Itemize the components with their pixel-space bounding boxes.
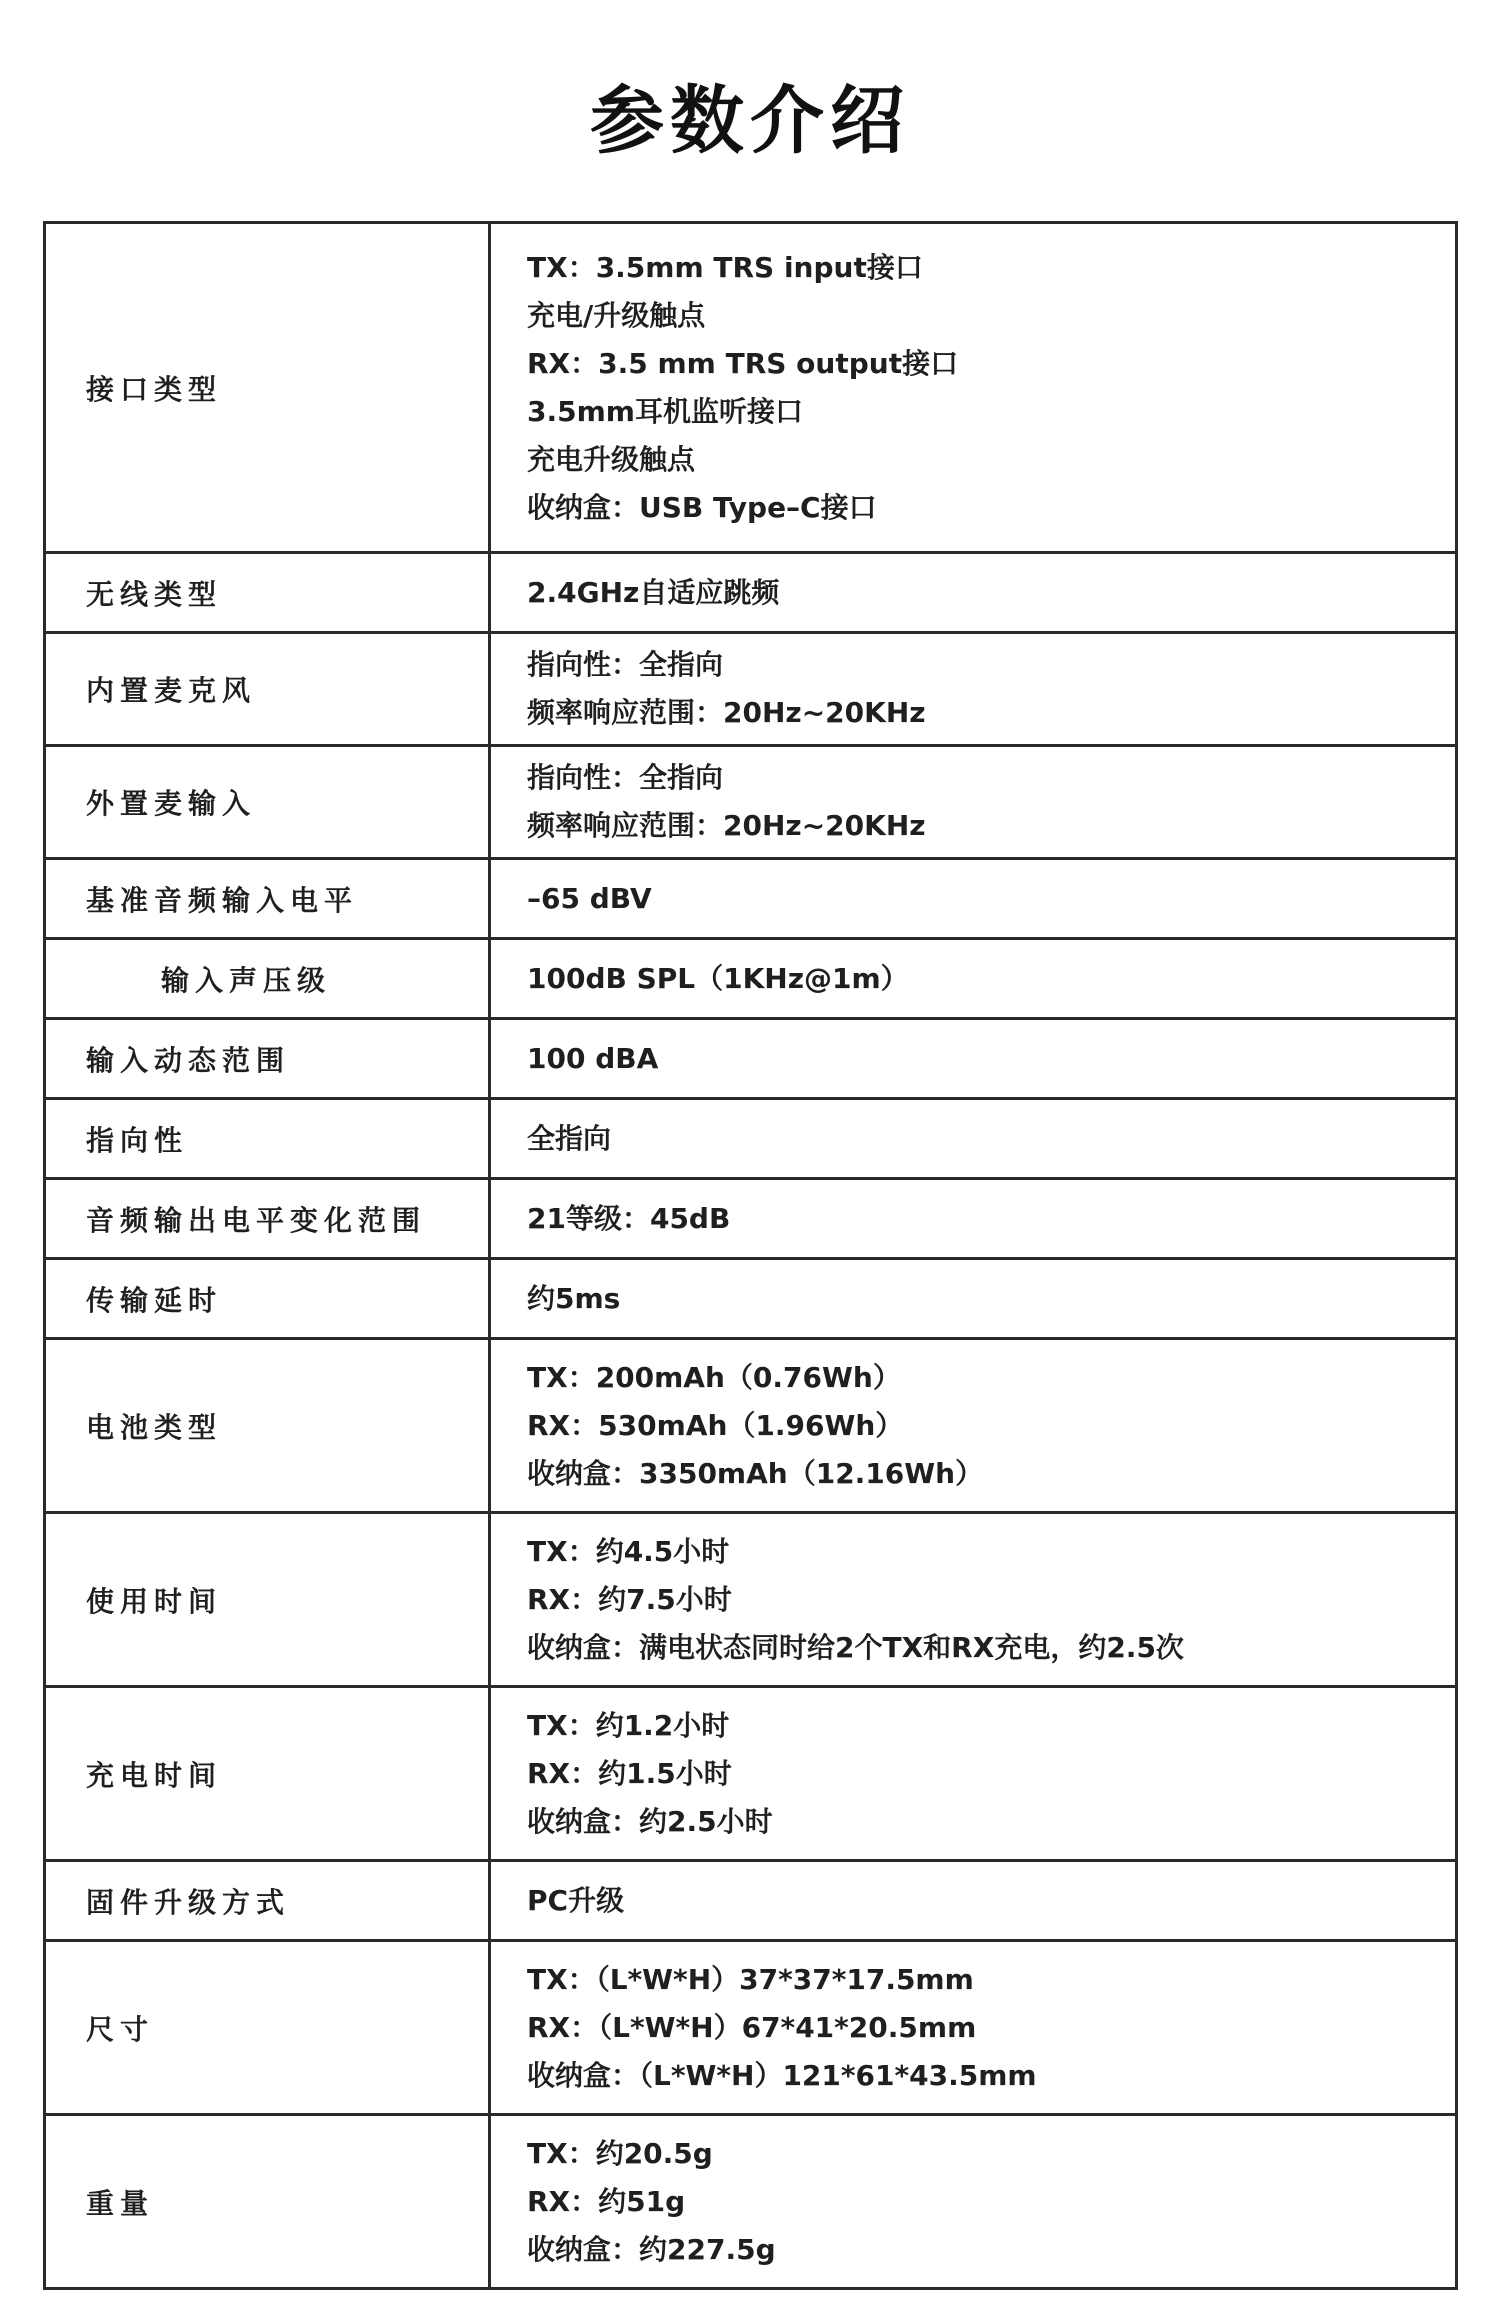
- spec-row: [45, 553, 1457, 633]
- spec-row: [45, 859, 1457, 939]
- spec-label: 输入声压级: [45, 939, 490, 1019]
- spec-value: [490, 1941, 1457, 2115]
- spec-value-line: 收纳盒：约227.5g: [527, 2232, 776, 2266]
- spec-row: [45, 1339, 1457, 1513]
- spec-value-line: PC升级: [527, 1883, 625, 1917]
- spec-value-line: 收纳盒：约2.5小时: [527, 1804, 773, 1838]
- spec-value-line: 全指向: [527, 1121, 612, 1155]
- spec-value: [490, 1861, 1457, 1941]
- spec-label: 尺寸: [45, 1941, 490, 2115]
- spec-value-line: TX：3.5mm TRS input接口: [527, 250, 923, 284]
- spec-value-line: RX：530mAh（1.96Wh）: [527, 1408, 904, 1442]
- spec-value-line: –65 dBV: [527, 881, 652, 915]
- spec-value-line: TX：200mAh（0.76Wh）: [527, 1360, 901, 1394]
- spec-value-line: 100dB SPL（1KHz@1m）: [527, 961, 909, 995]
- spec-value-line: 收纳盒：满电状态同时给2个TX和RX充电，约2.5次: [527, 1630, 1184, 1664]
- spec-label: 基准音频输入电平: [45, 859, 490, 939]
- spec-label: 传输延时: [45, 1259, 490, 1339]
- spec-row: [45, 1179, 1457, 1259]
- spec-label: 音频输出电平变化范围: [45, 1179, 490, 1259]
- spec-value: [490, 746, 1457, 859]
- spec-row: [45, 1099, 1457, 1179]
- spec-value-line: 收纳盒：USB Type–C接口: [527, 490, 877, 524]
- spec-value-line: TX：约1.2小时: [527, 1708, 730, 1742]
- spec-row: [45, 633, 1457, 746]
- spec-value-line: RX：3.5 mm TRS output接口: [527, 346, 959, 380]
- spec-value: [490, 1019, 1457, 1099]
- spec-table: [43, 221, 1458, 2290]
- spec-table-body: [45, 223, 1457, 2289]
- spec-row: [45, 746, 1457, 859]
- spec-value: [490, 1179, 1457, 1259]
- spec-value: [490, 1339, 1457, 1513]
- spec-value-line: 充电/升级触点: [527, 298, 706, 332]
- spec-label: 指向性: [45, 1099, 490, 1179]
- spec-value: [490, 859, 1457, 939]
- spec-value: [490, 633, 1457, 746]
- spec-value: [490, 1687, 1457, 1861]
- spec-label: 电池类型: [45, 1339, 490, 1513]
- spec-value-line: RX：约51g: [527, 2184, 686, 2218]
- spec-row: [45, 1687, 1457, 1861]
- spec-value-line: 频率响应范围：20Hz~20KHz: [527, 809, 926, 842]
- spec-value: [490, 553, 1457, 633]
- spec-value-line: 频率响应范围：20Hz~20KHz: [527, 696, 926, 729]
- spec-label: 固件升级方式: [45, 1861, 490, 1941]
- spec-label: 输入动态范围: [45, 1019, 490, 1099]
- spec-row: [45, 939, 1457, 1019]
- spec-value-line: TX：约4.5小时: [527, 1534, 730, 1568]
- spec-value: [490, 1259, 1457, 1339]
- spec-row: [45, 1861, 1457, 1941]
- spec-label: 充电时间: [45, 1687, 490, 1861]
- spec-value-line: RX：约1.5小时: [527, 1756, 732, 1790]
- spec-value: [490, 223, 1457, 553]
- spec-value: [490, 1099, 1457, 1179]
- spec-value-line: 3.5mm耳机监听接口: [527, 394, 803, 428]
- spec-value-line: 21等级：45dB: [527, 1201, 731, 1235]
- spec-value-line: 约5ms: [527, 1281, 621, 1315]
- spec-label: 接口类型: [45, 223, 490, 553]
- spec-row: [45, 2115, 1457, 2289]
- spec-value-line: 100 dBA: [527, 1041, 659, 1075]
- spec-label: 外置麦输入: [45, 746, 490, 859]
- spec-row: [45, 1513, 1457, 1687]
- spec-label: 使用时间: [45, 1513, 490, 1687]
- spec-label: 无线类型: [45, 553, 490, 633]
- spec-row: [45, 1019, 1457, 1099]
- spec-value-line: RX：约7.5小时: [527, 1582, 732, 1616]
- spec-label: 重量: [45, 2115, 490, 2289]
- spec-value: [490, 939, 1457, 1019]
- spec-value-line: TX：（L*W*H）37*37*17.5mm: [527, 1962, 974, 1996]
- spec-value: [490, 2115, 1457, 2289]
- spec-value: [490, 1513, 1457, 1687]
- spec-value-line: 收纳盒：（L*W*H）121*61*43.5mm: [527, 2058, 1037, 2092]
- spec-value-line: 收纳盒：3350mAh（12.16Wh）: [527, 1456, 984, 1490]
- spec-value-line: 指向性：全指向: [527, 648, 724, 681]
- spec-value-line: 充电升级触点: [527, 442, 696, 476]
- spec-row: [45, 223, 1457, 553]
- page-title: 参数介绍: [590, 78, 910, 164]
- spec-label: 内置麦克风: [45, 633, 490, 746]
- spec-value-line: TX：约20.5g: [527, 2136, 713, 2170]
- spec-row: [45, 1941, 1457, 2115]
- spec-row: [45, 1259, 1457, 1339]
- spec-value-line: 2.4GHz自适应跳频: [527, 575, 780, 609]
- spec-value-line: 指向性：全指向: [527, 761, 724, 794]
- spec-value-line: RX：（L*W*H）67*41*20.5mm: [527, 2010, 977, 2044]
